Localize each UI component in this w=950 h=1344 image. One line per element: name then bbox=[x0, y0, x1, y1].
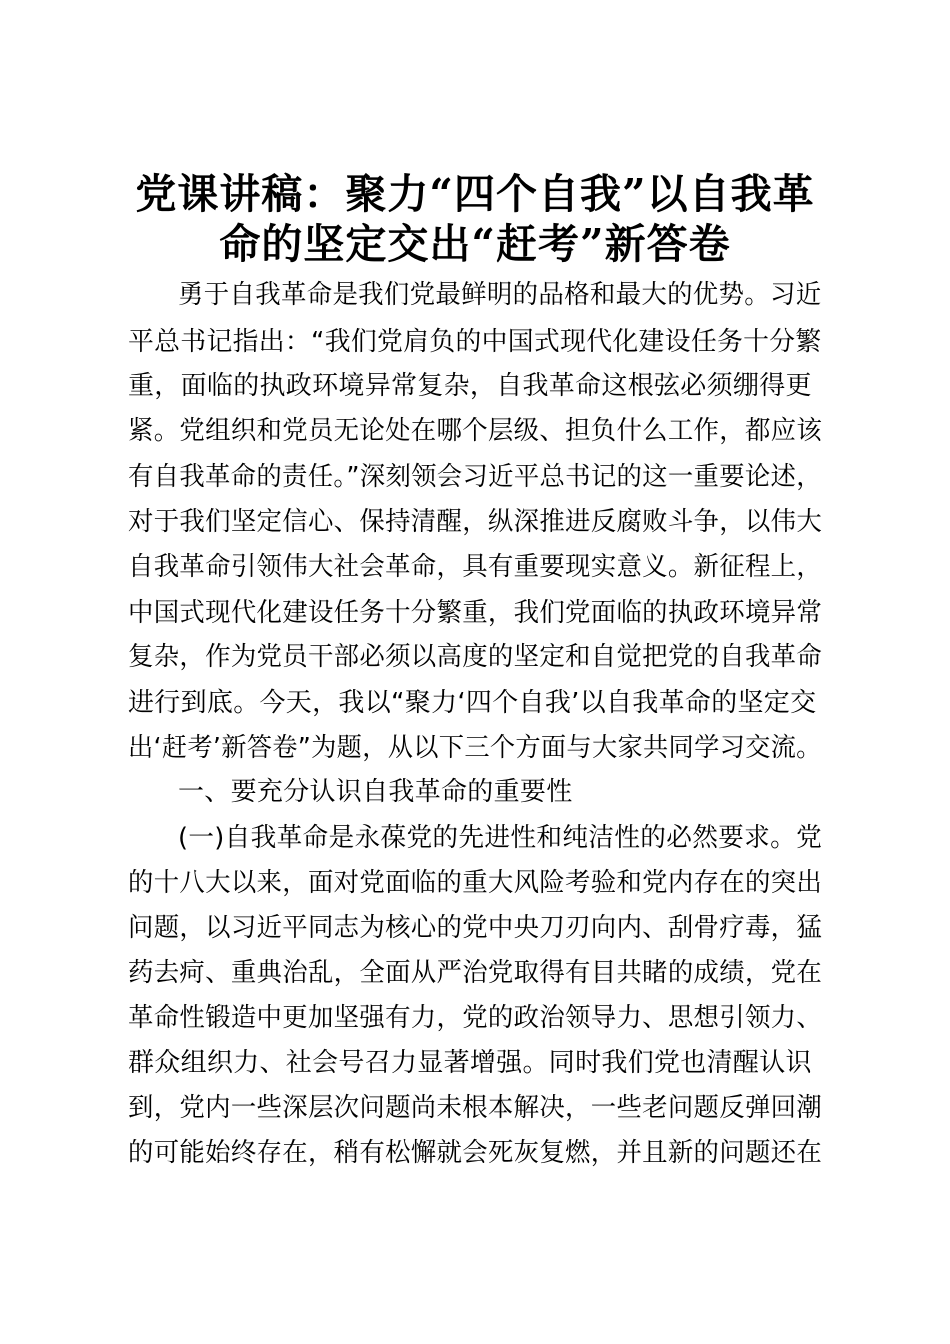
paragraph-line: 出‘赶考’新答卷”为题，从以下三个方面与大家共同学习交流。 bbox=[128, 733, 822, 763]
document-title-line-1: 党课讲稿：聚力“四个自我”以自我革 bbox=[135, 170, 815, 218]
paragraph-line: 的可能始终存在，稍有松懈就会死灰复燃，并且新的问题还在 bbox=[128, 1138, 823, 1168]
paragraph-line: 到，党内一些深层次问题尚未根本解决，一些老问题反弹回潮 bbox=[128, 1093, 823, 1123]
paragraph-line: 革命性锻造中更加坚强有力，党的政治领导力、思想引领力、 bbox=[128, 1003, 823, 1033]
paragraph-line: 勇于自我革命是我们党最鲜明的品格和最大的优势。习近 bbox=[178, 280, 822, 310]
paragraph-line: 对于我们坚定信心、保持清醒，纵深推进反腐败斗争，以伟大 bbox=[128, 507, 823, 537]
paragraph-line: 问题，以习近平同志为核心的党中央刀刃向内、刮骨疗毒，猛 bbox=[128, 913, 823, 943]
paragraph-line: 中国式现代化建设任务十分繁重，我们党面临的执政环境异常 bbox=[128, 598, 823, 628]
paragraph-line: 进行到底。今天，我以“聚力‘四个自我’以自我革命的坚定交 bbox=[128, 688, 817, 718]
paragraph-line: 自我革命引领伟大社会革命，具有重要现实意义。新征程上， bbox=[128, 552, 823, 582]
paragraph-line: (一)自我革命是永葆党的先进性和纯洁性的必然要求。党 bbox=[178, 823, 823, 853]
paragraph-line: 复杂，作为党员干部必须以高度的坚定和自觉把党的自我革命 bbox=[128, 642, 823, 672]
document-title-line-2: 命的坚定交出“赶考”新答卷 bbox=[219, 220, 731, 268]
section-heading: 一、要充分认识自我革命的重要性 bbox=[178, 777, 573, 807]
paragraph-line: 群众组织力、社会号召力显著增强。同时我们党也清醒认识 bbox=[128, 1048, 812, 1078]
paragraph-line: 药去疴、重典治乱，全面从严治党取得有目共睹的成绩，党在 bbox=[128, 958, 823, 988]
paragraph-line: 的十八大以来，面对党面临的重大风险考验和党内存在的突出 bbox=[128, 868, 823, 898]
paragraph-line: 平总书记指出：“我们党肩负的中国式现代化建设任务十分繁 bbox=[128, 327, 822, 357]
paragraph-line: 紧。党组织和党员无论处在哪个层级、担负什么工作，都应该 bbox=[128, 416, 823, 446]
paragraph-line: 重，面临的执政环境异常复杂，自我革命这根弦必须绷得更 bbox=[128, 371, 812, 401]
paragraph-line: 有自我革命的责任。”深刻领会习近平总书记的这一重要论述， bbox=[128, 462, 822, 492]
